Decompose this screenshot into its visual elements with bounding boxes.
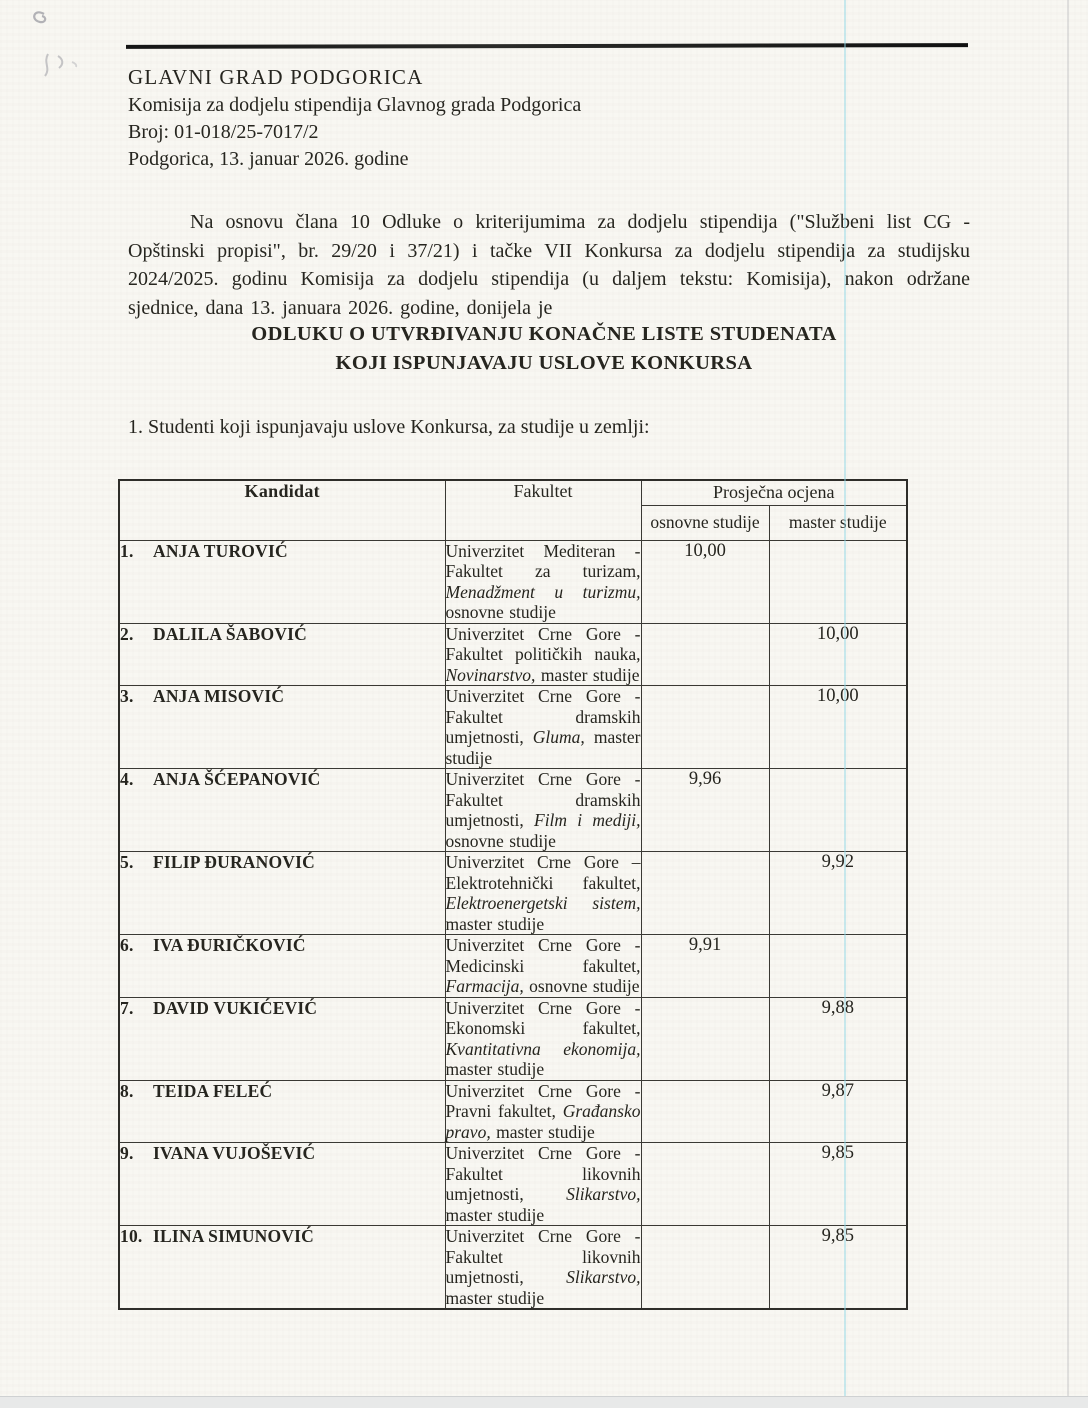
candidate-cell	[119, 769, 445, 852]
grade-master-cell: 9,85	[769, 1143, 907, 1226]
faculty-cell	[445, 769, 641, 852]
faculty-cell	[445, 540, 641, 623]
candidate-name: ANJA TUROVIĆ	[153, 540, 288, 561]
faculty-cell	[445, 1226, 641, 1310]
faculty-cell	[445, 1080, 641, 1143]
grade-master-cell: 9,92	[769, 852, 907, 935]
program-name: Novinarstvo,	[445, 664, 536, 685]
candidate-number: 8.	[120, 1080, 134, 1101]
section-heading: 1. Studenti koji ispunjavaju uslove Konkursa, za studije u zemlji:	[128, 416, 650, 438]
intro-paragraph: Na osnovu člana 10 Odluke o kriterijumima za dodjelu stipendija ("Službeni list CG - Opštinski propisi", br. 29/20 i 37/21) i tačke VII Konkursa za dodjelu stipendija za studijsku 2024/2025. godinu Komisija za dodjelu stipendija (u daljem tekstu: Komisija), nakon održane sjednice, dana 13. januara 2026. godine, donijela je	[128, 211, 970, 319]
table-row	[119, 1143, 907, 1226]
study-level-text: osnovne studije	[445, 602, 556, 622]
table-row	[119, 1080, 907, 1143]
grade-master-cell: 10,00	[769, 623, 907, 686]
faculty-text: Univerzitet Mediteran - Fakultet za turizam,	[445, 540, 641, 581]
table-row	[119, 935, 907, 998]
faculty-cell	[445, 623, 641, 686]
column-header-prosjecna-ocjena: Prosječna ocjena	[641, 480, 907, 505]
table-row	[119, 997, 907, 1080]
study-level-text: master studije	[445, 913, 545, 934]
top-horizontal-rule	[126, 43, 968, 49]
table-row	[119, 686, 907, 769]
study-level-text: master studije	[540, 664, 640, 685]
candidate-number: 10.	[120, 1226, 143, 1246]
candidate-cell	[119, 540, 445, 623]
grade-osnovne-cell: 10,00	[641, 540, 769, 623]
study-level-text: master studije	[496, 1121, 595, 1142]
program-name: Farmacija,	[445, 976, 524, 996]
pen-mark-icon	[14, 2, 104, 97]
candidate-number: 9.	[120, 1143, 134, 1163]
grade-master-cell: 9,88	[769, 997, 907, 1080]
grade-osnovne-cell	[641, 686, 769, 769]
candidate-name: FILIP ĐURANOVIĆ	[153, 852, 315, 872]
decision-title-line1: ODLUKU O UTVRĐIVANJU KONAČNE LISTE STUDENATA	[251, 323, 837, 345]
scan-artifact-line	[844, 0, 846, 1408]
study-level-text: osnovne studije	[529, 976, 640, 996]
program-name: Menadžment u turizmu,	[445, 581, 641, 602]
grade-osnovne-cell	[641, 1226, 769, 1310]
scan-artifact-line	[1067, 0, 1069, 1408]
decision-title-line2: KOJI ISPUNJAVAJU USLOVE KONKURSA	[335, 352, 753, 374]
faculty-cell	[445, 686, 641, 769]
candidate-number: 1.	[120, 540, 134, 561]
study-level-text: master studije	[445, 1059, 545, 1079]
candidate-name: ANJA ŠĆEPANOVIĆ	[153, 769, 321, 789]
candidate-number: 5.	[120, 852, 134, 872]
grade-osnovne-cell: 9,91	[641, 935, 769, 998]
candidate-name: IVANA VUJOŠEVIĆ	[153, 1143, 316, 1163]
candidate-cell	[119, 1226, 445, 1310]
faculty-cell	[445, 935, 641, 998]
study-level-text: master studije	[445, 1204, 545, 1225]
faculty-cell	[445, 852, 641, 935]
candidate-name: ILINA SIMUNOVIĆ	[153, 1226, 315, 1246]
program-name: Elektroenergetski sistem,	[445, 893, 641, 913]
candidate-cell	[119, 1143, 445, 1226]
faculty-text: Univerzitet Crne Gore - Fakultet političkih nauka,	[445, 623, 641, 664]
faculty-cell	[445, 1143, 641, 1226]
study-level-text: osnovne studije	[445, 830, 556, 851]
candidate-cell	[119, 997, 445, 1080]
faculty-text: Univerzitet Crne Gore - Ekonomski fakultet,	[445, 997, 641, 1038]
grade-osnovne-cell	[641, 1143, 769, 1226]
candidate-number: 3.	[120, 686, 134, 706]
grade-master-cell	[769, 935, 907, 998]
candidate-cell	[119, 1080, 445, 1143]
column-header-fakultet: Fakultet	[445, 480, 641, 540]
program-name: Gluma,	[532, 727, 585, 747]
grade-master-cell	[769, 769, 907, 852]
grade-master-cell	[769, 540, 907, 623]
candidate-cell	[119, 623, 445, 686]
grade-osnovne-cell: 9,96	[641, 769, 769, 852]
candidate-number: 2.	[120, 623, 134, 644]
candidate-cell	[119, 852, 445, 935]
students-table-body	[119, 540, 907, 1309]
program-name: Slikarstvo,	[566, 1184, 641, 1204]
candidate-cell	[119, 935, 445, 998]
candidate-name: DAVID VUKIĆEVIĆ	[153, 997, 318, 1018]
scan-edge-band	[0, 1396, 1088, 1408]
grade-master-cell: 10,00	[769, 686, 907, 769]
faculty-cell	[445, 997, 641, 1080]
candidate-number: 6.	[120, 935, 134, 955]
faculty-text: Univerzitet Crne Gore - Fakultet likovnih umjetnosti,	[445, 1226, 641, 1287]
grade-osnovne-cell	[641, 997, 769, 1080]
candidate-name: ANJA MISOVIĆ	[153, 686, 285, 706]
candidate-name: DALILA ŠABOVIĆ	[153, 623, 308, 644]
study-level-text: master studije	[445, 727, 641, 768]
letterhead	[128, 64, 581, 173]
commission-name: Komisija za dodjelu stipendija Glavnog grada Podgorica	[128, 94, 582, 116]
place-and-date: Podgorica, 13. januar 2026. godine	[128, 148, 409, 170]
candidate-number: 4.	[120, 769, 134, 789]
column-header-osnovne-studije: osnovne studije	[641, 505, 769, 540]
candidate-name: TEIDA FELEĆ	[153, 1080, 273, 1101]
grade-osnovne-cell	[641, 1080, 769, 1143]
program-name: Film i mediji,	[534, 810, 641, 830]
column-header-kandidat: Kandidat	[119, 480, 445, 540]
document-number: Broj: 01-018/25-7017/2	[128, 121, 319, 143]
grade-osnovne-cell	[641, 623, 769, 686]
faculty-text: Univerzitet Crne Gore - Medicinski fakultet,	[445, 935, 641, 976]
faculty-text: Univerzitet Crne Gore - Fakultet dramskih umjetnosti,	[445, 769, 641, 830]
faculty-text: Univerzitet Crne Gore – Elektrotehnički fakultet,	[445, 852, 641, 893]
program-name: Građansko pravo,	[445, 1101, 641, 1142]
table-row	[119, 769, 907, 852]
grade-master-cell: 9,87	[769, 1080, 907, 1143]
table-row	[119, 1226, 907, 1310]
faculty-text: Univerzitet Crne Gore - Fakultet likovnih umjetnosti,	[445, 1143, 641, 1204]
program-name: Slikarstvo,	[566, 1267, 641, 1287]
faculty-text: Univerzitet Crne Gore - Pravni fakultet,	[445, 1080, 641, 1121]
grade-master-cell: 9,85	[769, 1226, 907, 1310]
faculty-text: Univerzitet Crne Gore - Fakultet dramskih umjetnosti,	[445, 686, 641, 747]
candidate-name: IVA ĐURIČKOVIĆ	[153, 935, 306, 955]
table-row	[119, 852, 907, 935]
column-header-master-studije: master studije	[769, 505, 907, 540]
study-level-text: master studije	[445, 1287, 545, 1308]
candidate-cell	[119, 686, 445, 769]
organization-name: GLAVNI GRAD PODGORICA	[128, 65, 424, 89]
program-name: Kvantitativna ekonomija,	[445, 1038, 641, 1059]
table-row	[119, 540, 907, 623]
candidate-number: 7.	[120, 997, 134, 1018]
decision-title	[0, 320, 1088, 378]
table-row	[119, 623, 907, 686]
grade-osnovne-cell	[641, 852, 769, 935]
students-table	[118, 479, 908, 1310]
